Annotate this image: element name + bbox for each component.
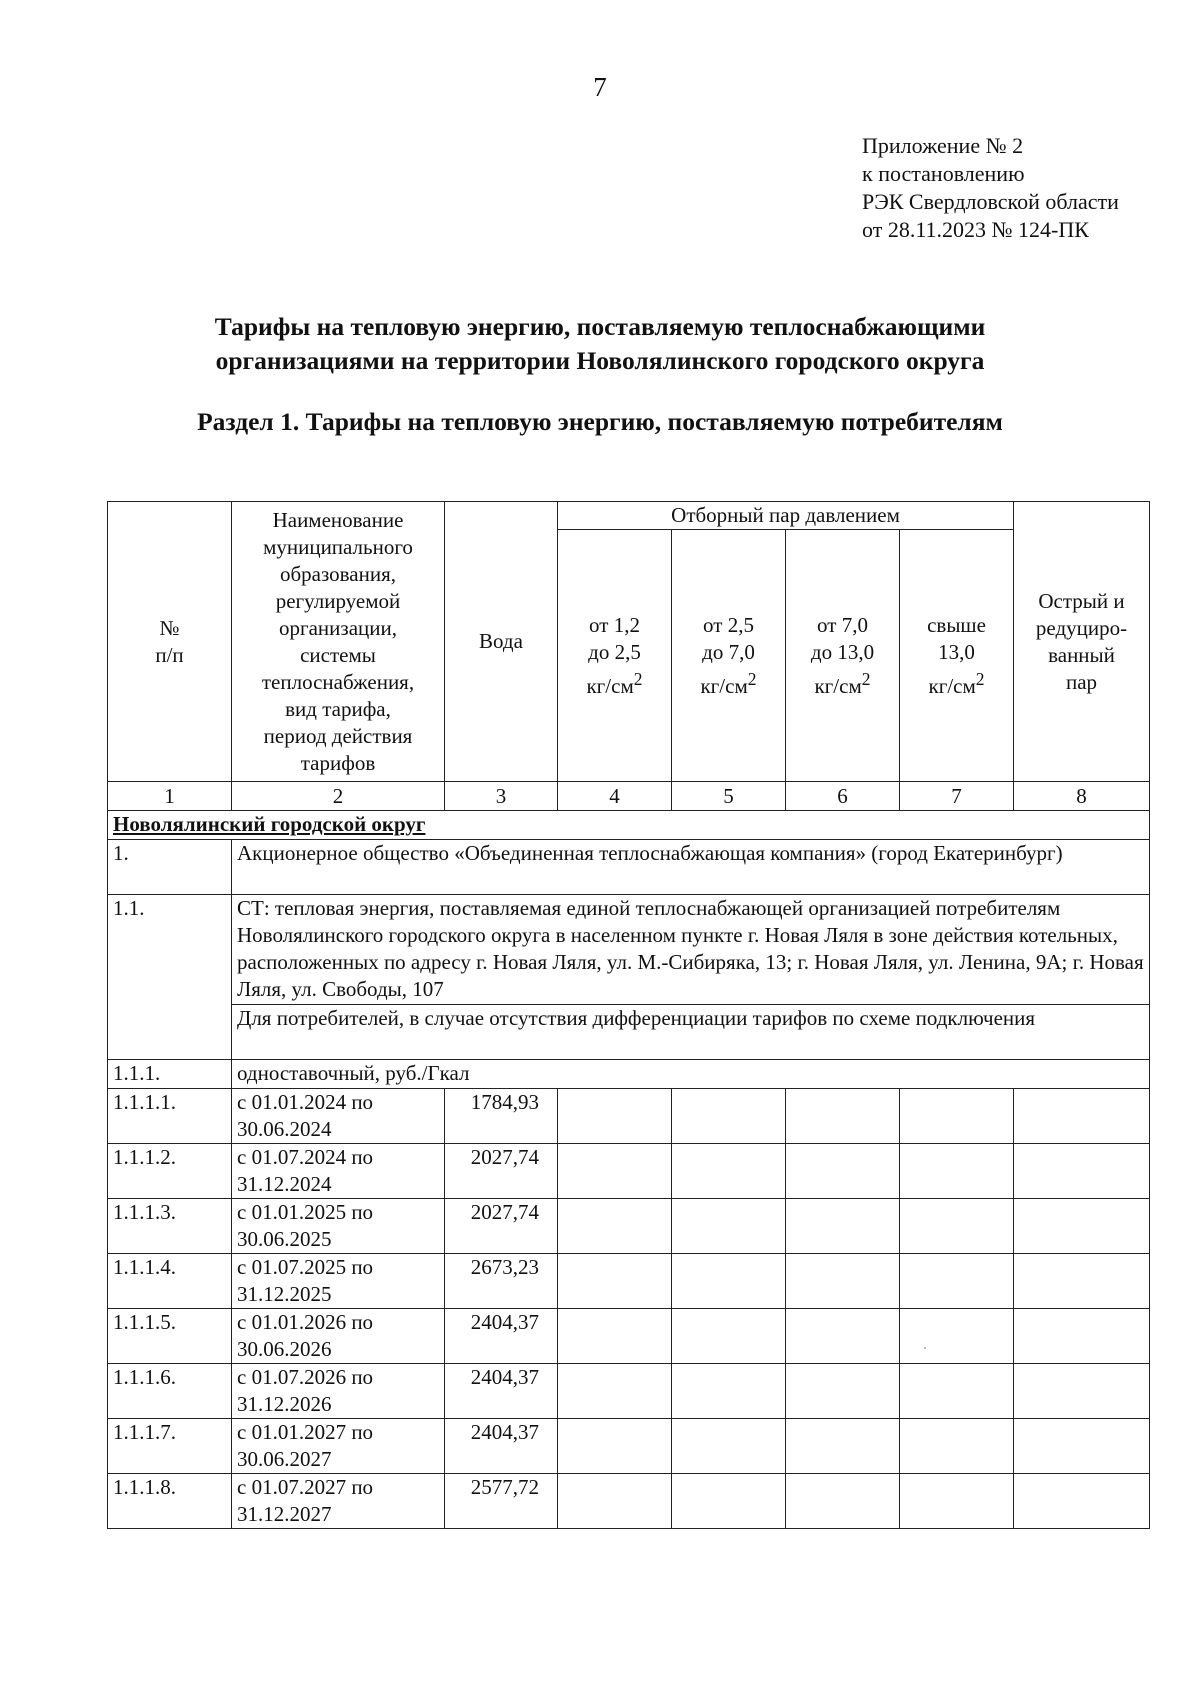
empty-cell <box>786 1474 900 1529</box>
table-row <box>108 1254 1150 1309</box>
header-steam-1-2-to-2-5: от 1,2 до 2,5 $кг/см^2$ <box>558 530 672 782</box>
row-period: с 01.01.2024 по 30.06.2024 <box>232 1089 445 1144</box>
column-number: 6 <box>786 782 900 811</box>
empty-cell <box>558 1254 672 1309</box>
row-water-tariff: 2577,72 <box>445 1474 558 1529</box>
empty-cell <box>672 1199 786 1254</box>
consumers-note: Для потребителей, в случае отсутствия дифференциации тарифов по схеме подключения <box>232 1005 1150 1060</box>
row-period: с 01.01.2026 по 30.06.2026 <box>232 1309 445 1364</box>
table-row <box>108 1199 1150 1254</box>
system-description: СТ: тепловая энергия, поставляемая единой теплоснабжающей организацией потребителям Новолялинского городского округа в населенном пункте г. Новая Ляля в зоне действия котельных, расположенных по адресу г. Новая Ляля, ул. М.-Сибиряка, 13; г. Новая Ляля, ул. Ленина, 9А; г. Новая Ляля, ул. Свободы, 107 <box>232 895 1150 1005</box>
appendix-line: РЭК Свердловской области <box>862 189 1119 214</box>
appendix-line: Приложение № 2 <box>862 133 1024 158</box>
row-water-tariff: 1784,93 <box>445 1089 558 1144</box>
row-water-tariff: 2404,37 <box>445 1419 558 1474</box>
header-steam-2-5-to-7-0: от 2,5 до 7,0 $кг/см^2$ <box>672 530 786 782</box>
table-row <box>108 1474 1150 1529</box>
appendix-line: к постановлению <box>862 161 1025 186</box>
tariff-type-number: 1.1.1. <box>108 1060 232 1089</box>
column-number: 3 <box>445 782 558 811</box>
row-period: с 01.07.2025 по 31.12.2025 <box>232 1254 445 1309</box>
empty-cell <box>672 1419 786 1474</box>
org-name: Акционерное общество «Объединенная теплоснабжающая компания» (город Екатеринбург) <box>232 840 1150 895</box>
row-number: 1.1.1.6. <box>108 1364 232 1419</box>
column-number: 1 <box>108 782 232 811</box>
empty-cell <box>900 1254 1014 1309</box>
empty-cell <box>900 1364 1014 1419</box>
row-number: 1.1.1.3. <box>108 1199 232 1254</box>
section-title: Раздел 1. Тарифы на тепловую энергию, поставляемую потребителям <box>197 407 1003 436</box>
table-row <box>108 1364 1150 1419</box>
row-water-tariff: 2404,37 <box>445 1309 558 1364</box>
empty-cell <box>558 1474 672 1529</box>
column-number: 4 <box>558 782 672 811</box>
empty-cell <box>786 1364 900 1419</box>
row-period: с 01.07.2027 по 31.12.2027 <box>232 1474 445 1529</box>
table-row <box>108 1089 1150 1144</box>
row-period: с 01.07.2024 по 31.12.2024 <box>232 1144 445 1199</box>
empty-cell <box>900 1144 1014 1199</box>
empty-cell <box>1014 1364 1150 1419</box>
tariff-type-label: одноставочный, руб./Гкал <box>232 1060 1150 1089</box>
header-live-steam: Острый и редуциро- ванный пар <box>1014 502 1150 782</box>
header-name: Наименование муниципального образования, регулируемой организации, системы теплоснабжения, вид тарифа, период действия тарифов <box>232 502 445 782</box>
empty-cell <box>672 1144 786 1199</box>
empty-cell <box>900 1474 1014 1529</box>
empty-cell <box>672 1474 786 1529</box>
empty-cell <box>786 1089 900 1144</box>
row-number: 1.1.1.1. <box>108 1089 232 1144</box>
empty-cell <box>786 1419 900 1474</box>
empty-cell <box>558 1144 672 1199</box>
empty-cell <box>1014 1474 1150 1529</box>
row-period: с 01.01.2025 по 30.06.2025 <box>232 1199 445 1254</box>
empty-cell <box>786 1254 900 1309</box>
empty-cell <box>558 1089 672 1144</box>
row-water-tariff: 2404,37 <box>445 1364 558 1419</box>
row-period: с 01.07.2026 по 31.12.2026 <box>232 1364 445 1419</box>
header-number: № п/п <box>108 502 232 782</box>
org-number: 1. <box>108 840 232 895</box>
row-water-tariff: 2673,23 <box>445 1254 558 1309</box>
empty-cell <box>1014 1419 1150 1474</box>
empty-cell <box>786 1309 900 1364</box>
empty-cell <box>672 1364 786 1419</box>
empty-cell <box>672 1309 786 1364</box>
scan-speck <box>924 1347 926 1349</box>
region-heading: Новолялинский городской округ <box>108 811 1150 840</box>
row-water-tariff: 2027,74 <box>445 1199 558 1254</box>
appendix-line: от 28.11.2023 № 124-ПК <box>862 217 1089 242</box>
document-title-line: организациями на территории Новолялинского городского округа <box>215 346 985 375</box>
header-steam-above-13-0: свыше 13,0 $кг/см^2$ <box>900 530 1014 782</box>
document-title <box>0 310 1200 378</box>
row-number: 1.1.1.2. <box>108 1144 232 1199</box>
header-steam-group: Отборный пар давлением <box>558 502 1014 530</box>
row-number: 1.1.1.5. <box>108 1309 232 1364</box>
empty-cell <box>1014 1144 1150 1199</box>
tariffs-table <box>107 501 1150 1529</box>
column-number: 2 <box>232 782 445 811</box>
appendix-reference <box>862 132 1119 244</box>
header-steam-7-0-to-13-0: от 7,0 до 13,0 $кг/см^2$ <box>786 530 900 782</box>
empty-cell <box>786 1144 900 1199</box>
empty-cell <box>558 1309 672 1364</box>
empty-cell <box>672 1254 786 1309</box>
document-title-line: Тарифы на тепловую энергию, поставляемую теплоснабжающими <box>214 312 986 341</box>
empty-cell <box>1014 1309 1150 1364</box>
empty-cell <box>900 1419 1014 1474</box>
table-row <box>108 1309 1150 1364</box>
column-number: 8 <box>1014 782 1150 811</box>
empty-cell <box>1014 1089 1150 1144</box>
empty-cell <box>1014 1199 1150 1254</box>
table-row <box>108 1419 1150 1474</box>
empty-cell <box>672 1089 786 1144</box>
column-number: 5 <box>672 782 786 811</box>
empty-cell <box>900 1199 1014 1254</box>
column-number: 7 <box>900 782 1014 811</box>
empty-cell <box>558 1419 672 1474</box>
page-number: 7 <box>593 72 607 102</box>
empty-cell <box>900 1089 1014 1144</box>
empty-cell <box>558 1364 672 1419</box>
empty-cell <box>558 1199 672 1254</box>
row-water-tariff: 2027,74 <box>445 1144 558 1199</box>
row-period: с 01.01.2027 по 30.06.2027 <box>232 1419 445 1474</box>
empty-cell <box>1014 1254 1150 1309</box>
row-number: 1.1.1.7. <box>108 1419 232 1474</box>
empty-cell <box>786 1199 900 1254</box>
header-water: Вода <box>445 502 558 782</box>
empty-cell <box>900 1309 1014 1364</box>
table-row <box>108 1144 1150 1199</box>
row-number: 1.1.1.4. <box>108 1254 232 1309</box>
row-number: 1.1.1.8. <box>108 1474 232 1529</box>
system-number: 1.1. <box>108 895 232 1060</box>
